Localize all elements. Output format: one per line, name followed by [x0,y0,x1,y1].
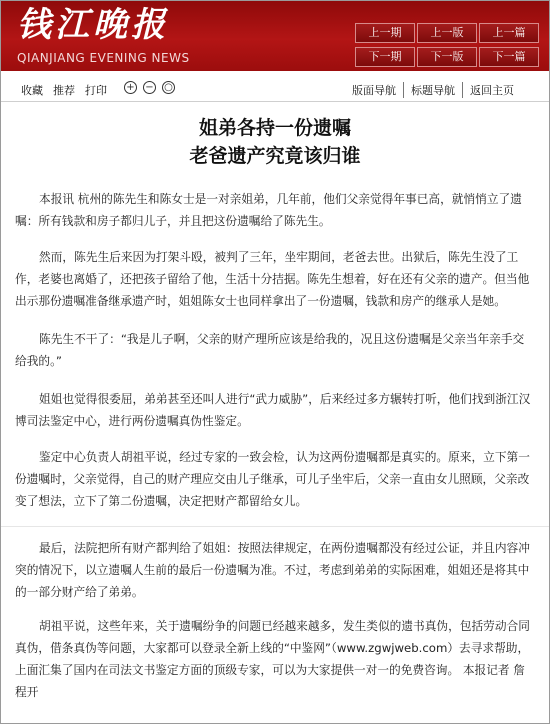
prev-article-button[interactable]: 上一篇 [479,23,539,43]
masthead [1,1,549,71]
article-title [1,114,549,170]
article-title-line1: 姐弟各持一份遗嘱 [198,117,351,139]
prev-page-button[interactable]: 上一版 [417,23,477,43]
recommend-link[interactable]: 推荐 [53,84,75,97]
zoom-in-icon[interactable]: + [124,81,137,94]
article-paragraph: 本报讯 杭州的陈先生和陈女士是一对亲姐弟，几年前，他们父亲觉得年事已高，就悄悄立了遗嘱：所有钱款和房子都归儿子，并且把这份遗嘱给了陈先生。 [15,192,522,228]
article-toolbar [1,71,549,102]
print-link[interactable]: 打印 [85,84,107,97]
article-paragraph: 姐姐也觉得很委屈，弟弟甚至还叫人进行“武力威胁”，后来经过多方辗转打听，他们找到浙江汉博司法鉴定中心，进行两份遗嘱真伪性鉴定。 [15,392,531,428]
article-paragraph: 鉴定中心负责人胡祖平说，经过专家的一致会检，认为这两份遗嘱都是真实的。原来，立下第一份遗嘱时，父亲觉得，自己的财产理应交由儿子继承，可儿子坐牢后，父亲一直由女儿照顾，父亲改变了想法，立下了第二份遗嘱，决定把财产都留给女儿。 [15,450,530,508]
next-article-button[interactable]: 下一篇 [479,47,539,67]
article-body [1,188,549,703]
article-paragraph: 最后，法院把所有财产都判给了姐姐：按照法律规定，在两份遗嘱都没有经过公证，并且内容冲突的情况下，以立遗嘱人生前的最后一份遗嘱为准。不过，考虑到弟弟的实际困难，姐姐还是将其中的一部分财产给了弟弟。 [15,541,530,599]
article-paragraph: 陈先生不干了：“我是儿子啊，父亲的财产理所应该是给我的，况且这份遗嘱是父亲当年亲手交给我的。” [15,332,525,368]
page-nav [345,82,521,98]
prev-issue-button[interactable]: 上一期 [355,23,415,43]
next-page-button[interactable]: 下一版 [417,47,477,67]
article-paragraph: 胡祖平说，这些年来，关于遗嘱纷争的问题已经越来越多，发生类似的遗书真伪，包括劳动合同真伪，借条真伪等问题，大家都可以登录全新上线的“中鉴网”（www.zgwjweb.com）去寻求帮助，上面汇集了国内在司法文书鉴定方面的顶级专家，可以为大家提供一对一的免费咨询。 本报记者 詹程开 [15,619,530,699]
issue-pager [355,23,539,67]
newspaper-logo[interactable]: 钱江晚报 [17,5,169,45]
zoom-out-icon[interactable]: − [143,81,156,94]
title-nav-link[interactable]: 标题导航 [403,82,462,98]
home-link[interactable]: 返回主页 [462,82,521,98]
article-paragraph: 然而，陈先生后来因为打架斗殴，被判了三年，坐牢期间，老爸去世。出狱后，陈先生没了工作，老婆也离婚了，还把孩子留给了他，生活十分拮据。陈先生想着，好在还有父亲的遗产。但当他出示那份遗嘱准备继承遗产时，姐姐陈女士也同样拿出了一份遗嘱，钱款和房产的继承人是她。 [15,250,530,308]
next-issue-button[interactable]: 下一期 [355,47,415,67]
collect-link[interactable]: 收藏 [21,84,43,97]
newspaper-logo-english: QIANJIANG EVENING NEWS [17,51,190,65]
zoom-reset-icon[interactable]: ○ [162,81,175,94]
layout-nav-link[interactable]: 版面导航 [352,84,396,97]
section-divider [1,526,549,527]
article-title-line2: 老爸遗产究竟该归谁 [189,145,361,167]
